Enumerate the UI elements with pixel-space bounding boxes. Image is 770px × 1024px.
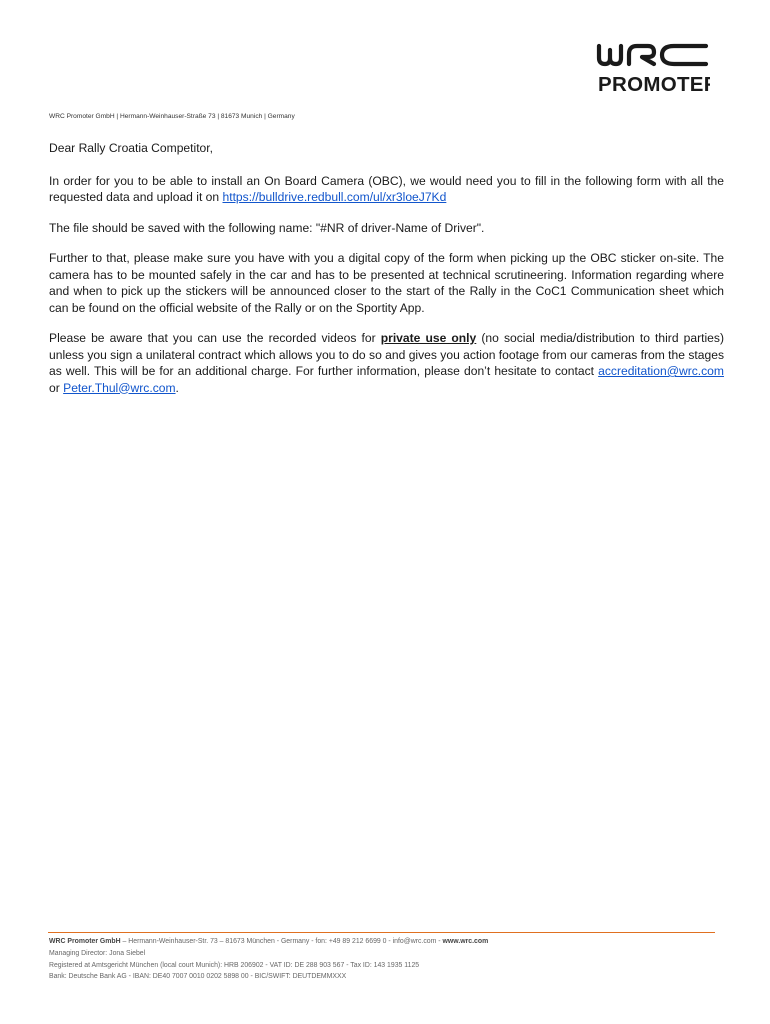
footer-line-director: Managing Director: Jona Siebel [49,949,146,957]
private-use-emphasis: private use only [380,331,477,345]
footer-contact-details: – Hermann-Weinhauser-Str. 73 – 81673 München - Germany - fon: +49 89 212 6699 0 - info@wrc.com - [120,938,443,945]
upload-text: In order for you to be able to install an On Board Camera (OBC), we would need you to fill in the following form with all the requested data and upload it on [49,173,724,204]
paragraph-sticker-info: Further to that, please make sure you have with you a digital copy of the form when picking up the OBC sticker on-site. The camera has to be mounted safely in the car and has to be presented at technical scrutineering. Information regarding where and when to pick up the stickers will be announced closer to the start of the Rally in the CoC1 Communication sheet which can be found on the official website of the Rally or on the Sportity App. [49,251,724,315]
letter-body [49,140,724,410]
usage-text-middle: (no social media/distribution to third parties) unless you sign a unilateral contract which allows you to do so and gives you action footage from our cameras from the stages as well. This will be for an additional charge. For further information, please don’t hesitate to contact [49,331,724,378]
accreditation-email-link[interactable]: accreditation@wrc.com [598,364,724,378]
footer-line-registration: Registered at Amtsgericht München (local court Munich): HRB 206902 - VAT ID: DE 288 903 567 - Tax ID: 143 1935 1125 [49,961,420,969]
paragraph-usage-terms [49,330,724,396]
wrc-logo-icon [596,42,710,94]
logo-promoter-text: PROMOTER [598,73,710,94]
footer-company: WRC Promoter GmbH [49,938,121,945]
greeting: Dear Rally Croatia Competitor, [49,141,213,155]
usage-text-or: or [49,380,64,395]
footer-divider [48,932,715,933]
upload-link[interactable]: https://bulldrive.redbull.com/ul/xr3loeJ7Kd [222,190,447,204]
footer-website: www.wrc.com [442,938,489,945]
usage-text-start: Please be aware that you can use the recorded videos for [49,331,381,345]
peter-thul-email-link[interactable]: Peter.Thul@wrc.com [63,380,176,395]
usage-text-end: . [175,380,179,395]
footer [49,936,729,983]
sender-address-line: WRC Promoter GmbH | Hermann-Weinhauser-Straße 73 | 81673 Munich | Germany [49,113,295,120]
paragraph-upload-instructions [49,173,724,206]
wrc-promoter-logo [596,42,710,94]
footer-line-contact [49,936,729,948]
paragraph-file-naming: The file should be saved with the following name: "#NR of driver-Name of Driver". [49,220,485,235]
footer-line-bank: Bank: Deutsche Bank AG - IBAN: DE40 7007 0010 0202 5898 00 - BIC/SWIFT: DEUTDEMMXXX [49,973,347,981]
